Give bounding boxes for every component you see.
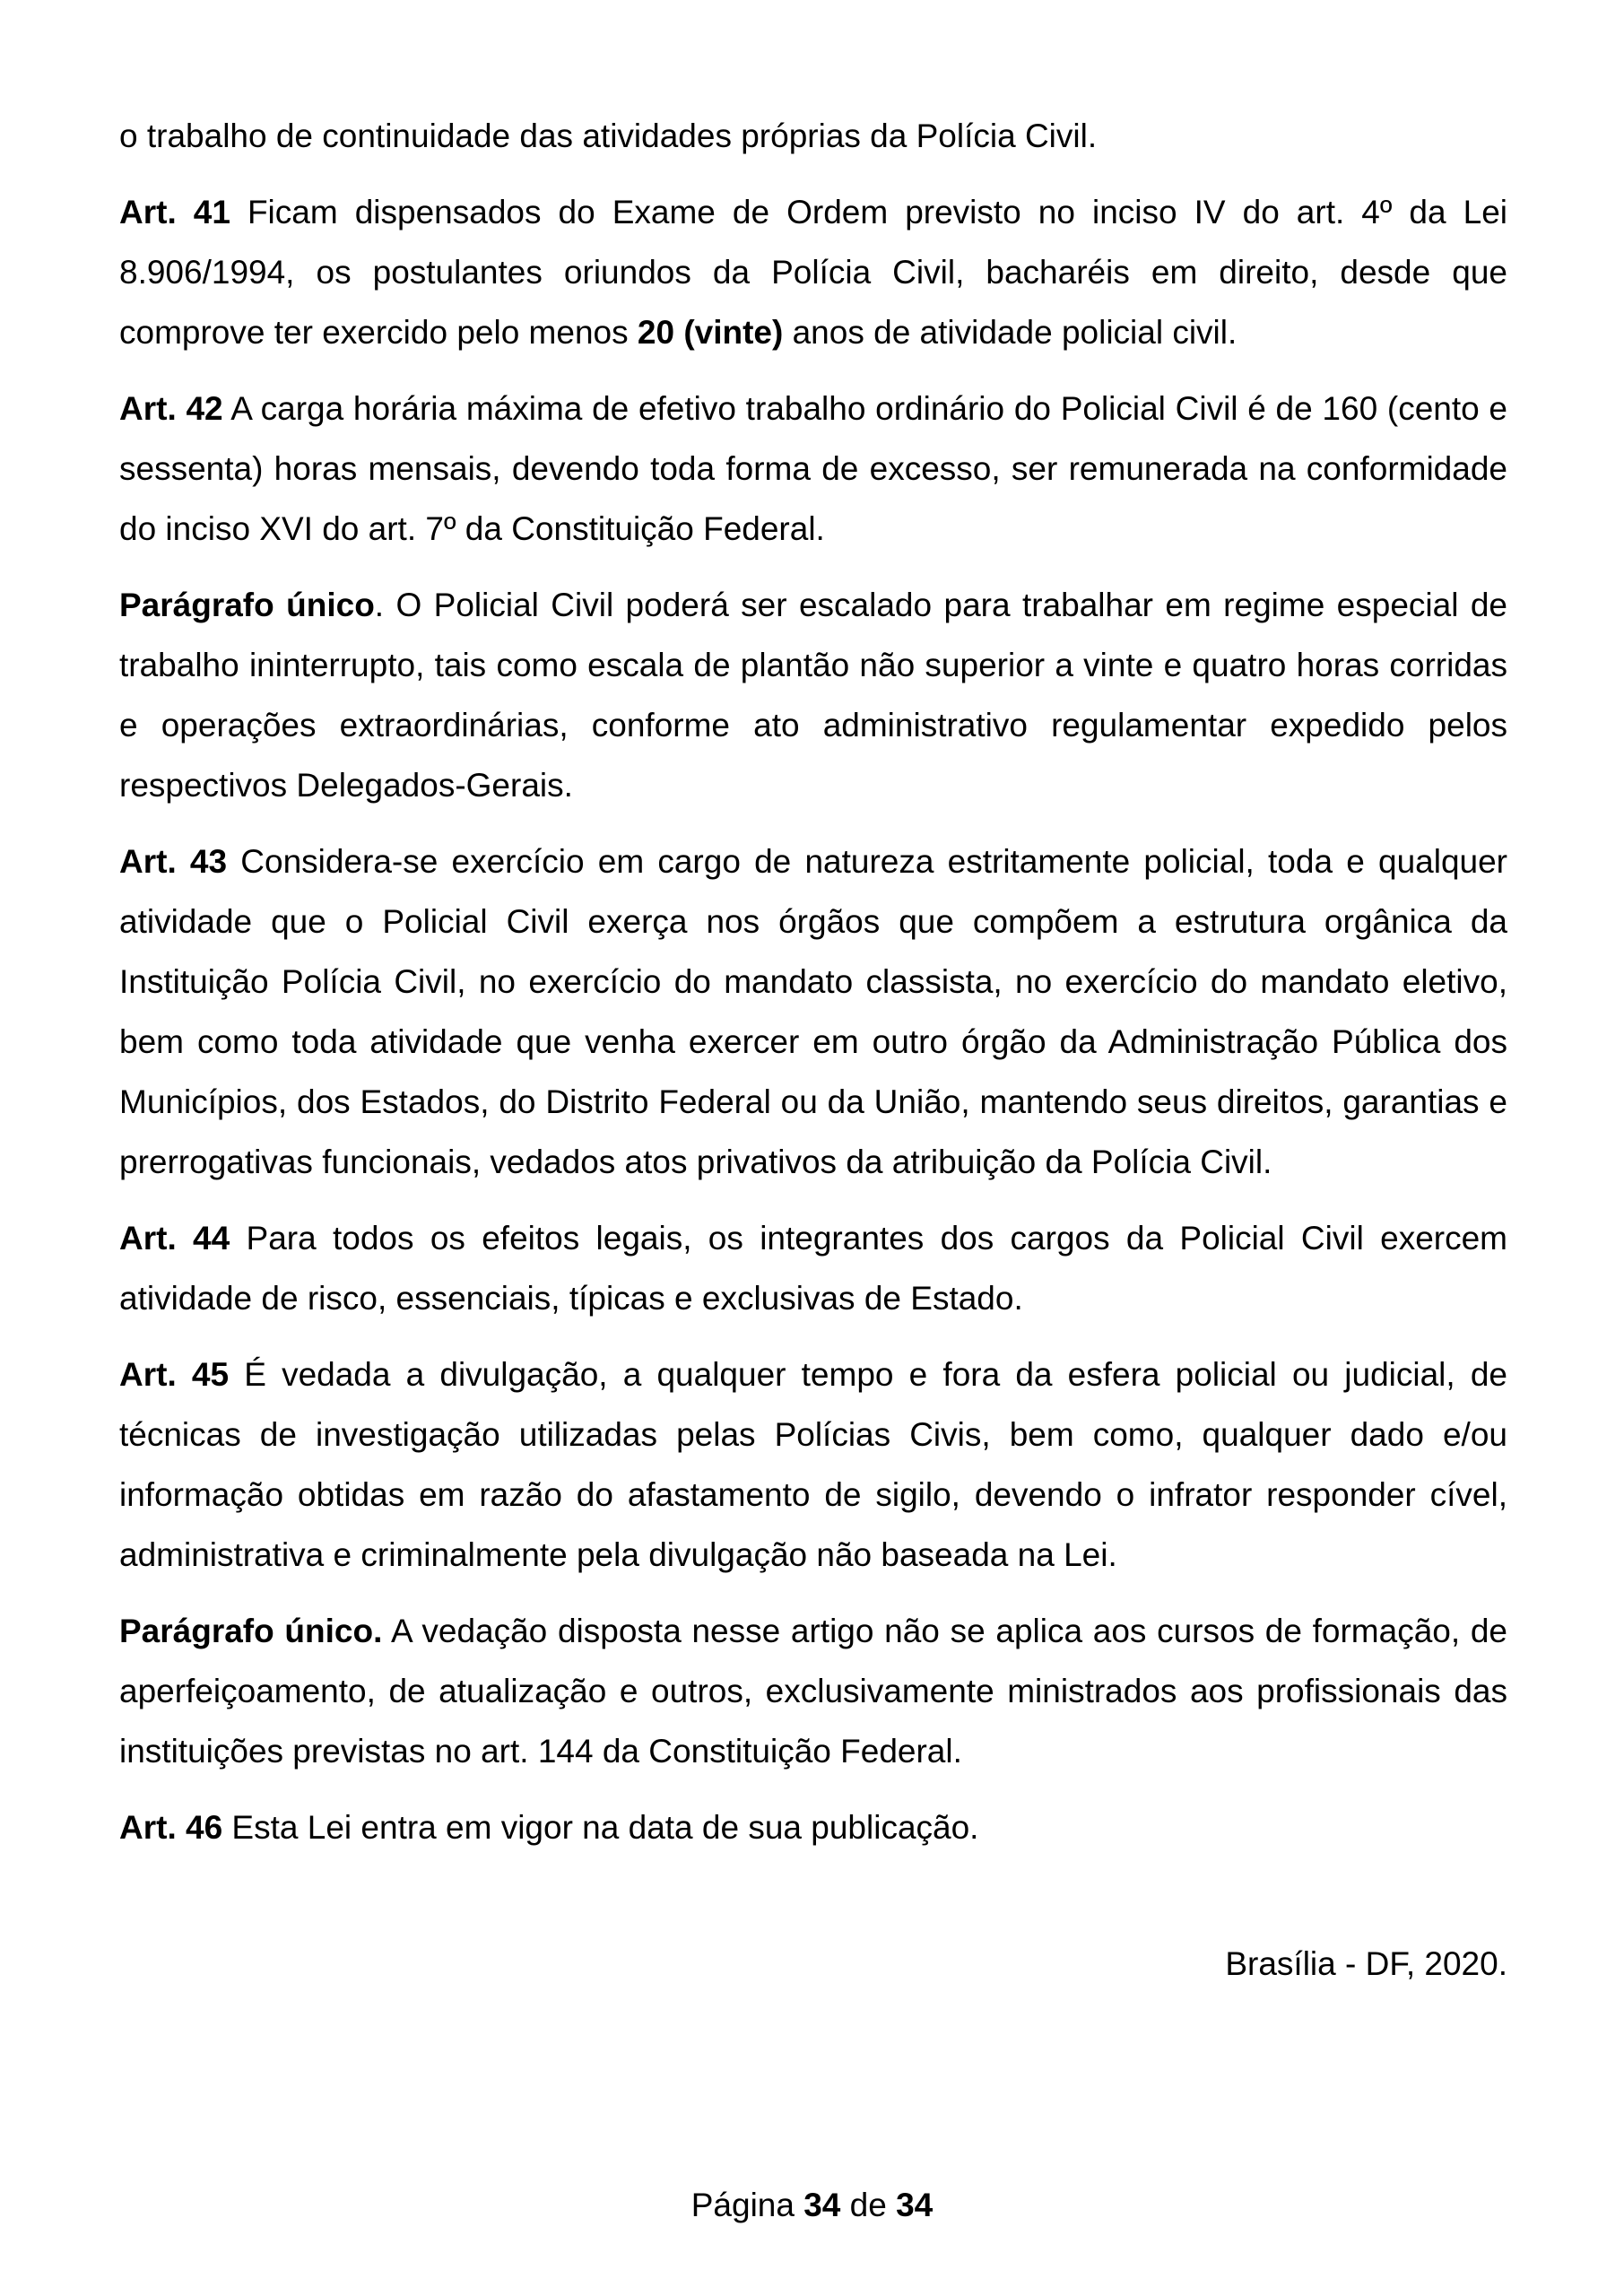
footer-page-label: Página bbox=[690, 2187, 804, 2223]
continued-sentence bbox=[119, 106, 1507, 166]
art-42-text: A carga horária máxima de efetivo trabalho ordinário do Policial Civil é de 160 (cento e sessenta) horas mensais, devendo toda forma de excesso, ser remunerada na conformidade do inciso XVI do art. 7º da Constituição Federal. bbox=[119, 390, 1508, 547]
art-46-number: Art. 46 bbox=[119, 1809, 223, 1846]
paragrafo-unico-text: . O Policial Civil poderá ser escalado para trabalhar em regime especial de trabalho ininterrupto, tais como escala de plantão não superior a vinte e quatro horas corridas e operações extraordinárias, conforme ato administrativo regulamentar expedido pelos respectivos Delegados-Gerais. bbox=[119, 587, 1507, 804]
art-43-number: Art. 43 bbox=[119, 843, 228, 880]
paragrafo-unico-label: Parágrafo único bbox=[119, 587, 375, 623]
art-43-paragraph bbox=[119, 831, 1507, 1192]
art-44-number: Art. 44 bbox=[119, 1220, 230, 1257]
closing-text: Brasília - DF, 2020. bbox=[1225, 1945, 1507, 1982]
art-41-text-end: anos de atividade policial civil. bbox=[783, 314, 1238, 351]
footer-page-total: 34 bbox=[896, 2187, 934, 2223]
art-41-number: Art. 41 bbox=[119, 194, 230, 230]
paragrafo-unico-art-45-paragraph bbox=[119, 1601, 1507, 1781]
art-45-paragraph bbox=[119, 1344, 1507, 1585]
paragrafo-unico-art-42-paragraph bbox=[119, 575, 1507, 815]
art-46-paragraph bbox=[119, 1797, 1507, 1857]
page-footer bbox=[0, 2175, 1624, 2235]
art-42-paragraph bbox=[119, 378, 1507, 559]
art-41-emphasis: 20 (vinte) bbox=[637, 314, 784, 351]
art-45-number: Art. 45 bbox=[119, 1356, 230, 1393]
footer-page-current: 34 bbox=[803, 2187, 841, 2223]
art-42-number: Art. 42 bbox=[119, 390, 223, 427]
art-41-paragraph bbox=[119, 182, 1507, 362]
paragrafo-unico-label-2: Parágrafo único. bbox=[119, 1613, 383, 1649]
art-43-text: Considera-se exercício em cargo de natureza estritamente policial, toda e qualquer atividade que o Policial Civil exerça nos órgãos que compõem a estrutura orgânica da Instituição Polícia Civil, no exercício do mandato classista, no exercício do mandato eletivo, bem como toda atividade que venha exercer em outro órgão da Administração Pública dos Municípios, dos Estados, do Distrito Federal ou da União, mantendo seus direitos, garantias e prerrogativas funcionais, vedados atos privativos da atribuição da Polícia Civil. bbox=[119, 843, 1507, 1180]
art-44-paragraph bbox=[119, 1208, 1507, 1328]
art-44-text: Para todos os efeitos legais, os integrantes dos cargos da Policial Civil exercem atividade de risco, essenciais, típicas e exclusivas de Estado. bbox=[119, 1220, 1507, 1317]
body-text: o trabalho de continuidade das atividades próprias da Polícia Civil. bbox=[119, 117, 1098, 154]
art-41-text: Ficam dispensados do Exame de Ordem previsto no inciso IV do art. 4º da Lei 8.906/1994, os postulantes oriundos da Polícia Civil, bacharéis em direito, desde que comprove ter exercido pelo menos bbox=[119, 194, 1507, 351]
art-45-text: É vedada a divulgação, a qualquer tempo e fora da esfera policial ou judicial, de técnicas de investigação utilizadas pelas Polícias Civis, bem como, qualquer dado e/ou informação obtidas em razão do afastamento de sigilo, devendo o infrator responder cível, administrativa e criminalmente pela divulgação não baseada na Lei. bbox=[119, 1356, 1507, 1573]
art-46-text: Esta Lei entra em vigor na data de sua publicação. bbox=[222, 1809, 979, 1846]
paragrafo-unico-text-2: A vedação disposta nesse artigo não se aplica aos cursos de formação, de aperfeiçoamento, de atualização e outros, exclusivamente ministrados aos profissionais das instituições previstas no art. 144 da Constituição Federal. bbox=[119, 1613, 1507, 1770]
footer-page-separator: de bbox=[840, 2187, 897, 2223]
closing-location-date bbox=[119, 1934, 1507, 1994]
